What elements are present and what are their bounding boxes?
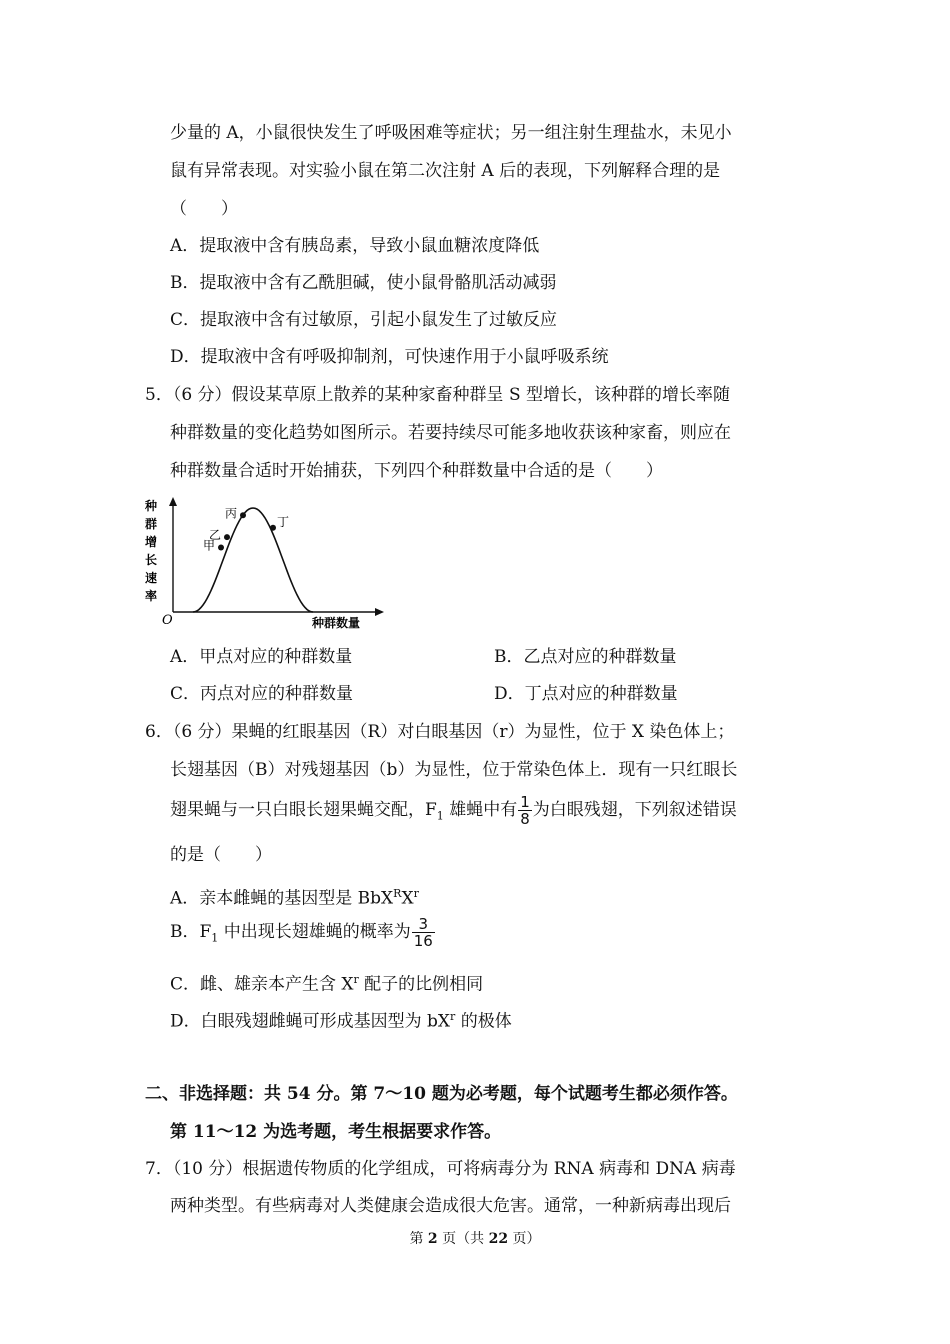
fraction-denominator: 16 [413,932,433,950]
point-label-2: 丙 [225,506,238,521]
growth-rate-chart [140,494,390,634]
q5-option-a: A．甲点对应的种群数量 [170,647,353,667]
footer-text-a: 第 [409,1231,428,1247]
point-label-3: 丁 [277,514,290,529]
q5-option-b: B．乙点对应的种群数量 [494,647,677,667]
q6-option-d-text: D．白眼残翅雌蝇可形成基因型为 bX [170,1011,451,1032]
origin-label: O [162,613,173,628]
q5-text-line-3: 种群数量合适时开始捕获，下列四个种群数量中合适的是（ ） [170,461,663,481]
q6-option-b-subscript: 1 [211,931,219,945]
q5-option-c: C．丙点对应的种群数量 [170,684,354,704]
q6-option-c-text: C．雌、雄亲本产生含 X [170,974,354,995]
y-axis-label-char: 群 [144,517,158,531]
q6-option-b-text-2: 中出现长翅雄蝇的概率为 [218,922,411,942]
point-marker-1 [224,534,230,540]
q6-text-line-3 [170,794,737,832]
q7-text-line-2: 两种类型。有些病毒对人类健康会造成很大危害。通常，一种新病毒出现后 [170,1196,731,1216]
q5-text-line-1: 5．（6 分）假设某草原上散养的某种家畜种群呈 S 型增长，该种群的增长率随 [145,385,730,405]
point-marker-3 [270,525,276,531]
q4-option-d: D．提取液中含有呼吸抑制剂，可快速作用于小鼠呼吸系统 [170,347,609,367]
growth-curve [193,508,313,612]
footer-total-pages: 22 [488,1231,509,1247]
point-marker-0 [218,545,224,551]
q4-text-line-2: 鼠有异常表现。对实验小鼠在第二次注射 A 后的表现，下列解释合理的是 [170,161,721,181]
fraction-one-eighth [518,794,532,827]
section-2-heading-line-2: 第 11～12 为选考题，考生根据要求作答。 [170,1122,502,1142]
point-label-0: 甲 [203,538,216,553]
q4-option-b: B．提取液中含有乙酰胆碱，使小鼠骨骼肌活动减弱 [170,273,557,293]
q5-option-d: D．丁点对应的种群数量 [494,684,678,704]
q4-option-c: C．提取液中含有过敏原，引起小鼠发生了过敏反应 [170,310,558,330]
y-axis-label-char: 种 [144,499,158,513]
q6-option-b-text: B．F [170,922,212,942]
q6-text-line-4: 的是（ ） [170,845,272,865]
q6-option-d-text-2: 的极体 [455,1011,512,1032]
section-2-heading-line-1: 二、非选择题：共 54 分。第 7～10 题为必考题，每个试题考生都必须作答。 [145,1084,738,1104]
y-axis-label [144,498,157,603]
point-label-1: 乙 [209,528,222,543]
superscript-r-upper: R [393,887,402,900]
x-axis-label: 种群数量 [312,616,361,630]
y-axis-label-char: 率 [144,589,158,603]
q6-option-d [170,1005,512,1034]
q4-text-line-1: 少量的 A，小鼠很快发生了呼吸困难等症状；另一组注射生理盐水，未见小 [170,123,732,143]
y-axis-label-char: 速 [144,571,158,585]
q6-option-a-x: X [401,888,414,909]
q6-option-b [170,916,436,954]
q6-option-a [170,882,419,911]
page-footer [0,1228,950,1248]
q6-text-line-1: 6．（6 分）果蝇的红眼基因（R）对白眼基因（r）为显性，位于 X 染色体上； [145,722,735,742]
q5-text-line-2: 种群数量的变化趋势如图所示。若要持续尽可能多地收获该种家畜，则应在 [170,423,731,443]
q6-text-line-2: 长翅基因（B）对残翅基因（b）为显性，位于常染色体上．现有一只红眼长 [170,760,738,780]
y-axis-arrow [169,497,177,506]
footer-text-b: 页（共 [437,1231,489,1247]
superscript-r-lower: r [413,887,419,900]
q4-option-a: A．提取液中含有胰岛素，导致小鼠血糖浓度降低 [170,236,540,256]
q6-option-a-text: A．亲本雌蝇的基因型是 BbX [170,888,394,909]
q6-option-c [170,968,483,997]
q6-option-c-text-2: 配子的比例相同 [358,974,484,995]
y-axis-label-char: 长 [144,553,158,567]
fraction-numerator: 1 [520,793,530,811]
q6-option-c-superscript: r [353,973,359,986]
footer-page-number: 2 [427,1231,438,1247]
q6-line3-subscript: 1 [436,809,444,823]
svg-text:种群增长速率 [144,498,157,603]
q6-option-d-superscript: r [450,1010,456,1023]
footer-text-c: 页） [508,1231,541,1247]
q6-line3-part-a: 翅果蝇与一只白眼长翅果蝇交配，F [170,800,437,820]
fraction-three-sixteenths [412,916,435,949]
point-marker-2 [240,512,246,518]
q6-line3-part-b: 雄蝇中有 [443,800,518,820]
fraction-denominator: 8 [520,810,530,828]
q6-line3-part-c: 为白眼残翅，下列叙述错误 [532,800,737,820]
q4-answer-paren: （ ） [170,199,238,219]
x-axis-arrow [375,608,384,616]
y-axis-label-char: 增 [144,535,158,549]
q7-text-line-1: 7．（10 分）根据遗传物质的化学组成，可将病毒分为 RNA 病毒和 DNA 病毒 [145,1159,736,1179]
fraction-numerator: 3 [412,916,435,933]
